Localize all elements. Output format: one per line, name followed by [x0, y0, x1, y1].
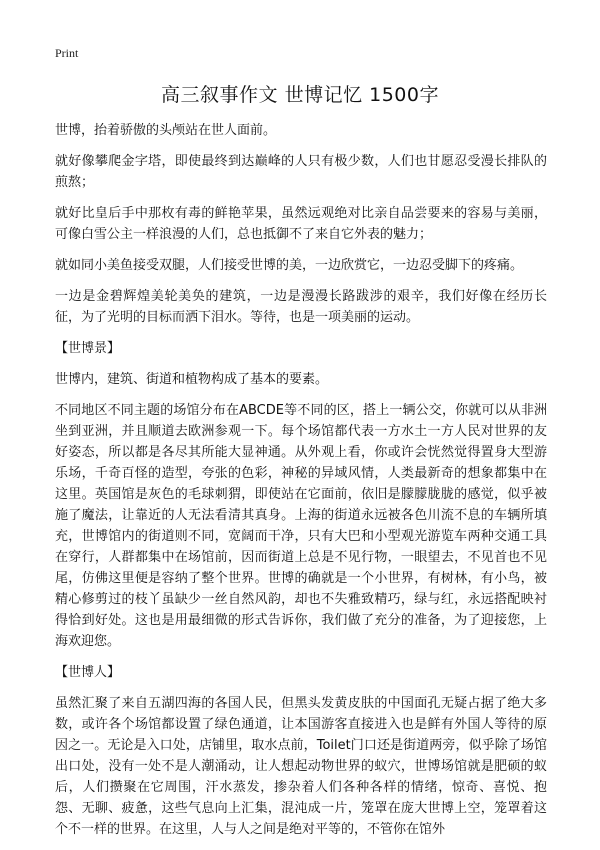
paragraph: 就好像攀爬金字塔，即使最终到达巅峰的人只有极少数，人们也甘愿忍受漫长排队的煎熬； [55, 154, 547, 190]
paragraph: 不同地区不同主题的场馆分布在ABCDE等不同的区，搭上一辆公交，你就可以从非洲坐到亚洲，并且顺道去欧洲参观一下。每个场馆都代表一方水土一方人民对世界的友好姿态，所以都是各尽其所能大显神通。从外观上看，你或许会恍然觉得置身大型游乐场，千奇百怪的造型，夸张的色彩，神秘的异域风情，人类最新奇的想象都集中在这里。英国馆是灰色的毛球刺猬，即使站在它面前，依旧是朦朦胧胧的感觉，似乎被施了魔法，让靠近的人无法看清其真身。上海的街道永远被各色川流不息的车辆所填充，世博馆内的街道则不同，宽阔而干净，只有大巴和小型观光游览车两种交通工具在穿行，人群都集中在场馆前，因而街道上总是不见行物，一眼望去，不见首也不见尾，仿佛这里便是容纳了整个世界。世博的确就是一个小世界，有树林，有小鸟，被精心修剪过的枝丫虽缺少一丝自然风韵，却也不失雅致精巧，绿与红，永远搭配映衬得恰到好处。这也是用最细微的形式告诉你，我们做了充分的准备，为了迎接您，上海欢迎您。 [55, 403, 547, 649]
section-heading: 【世博人】 [55, 665, 121, 680]
article-body [55, 120, 547, 850]
paragraph: 世博，抬着骄傲的头颅站在世人面前。 [55, 123, 277, 138]
print-link[interactable]: Print [55, 46, 79, 60]
paragraph: 世博内，建筑、街道和植物构成了基本的要素。 [55, 372, 329, 387]
paragraph: 一边是金碧辉煌美轮美奂的建筑，一边是漫漫长路跋涉的艰辛，我们好像在经历长征，为了光明的目标而洒下泪水。等待，也是一项美丽的运动。 [55, 289, 547, 325]
document-title: 高三叙事作文 世博记忆 1500字 [161, 84, 439, 106]
section-heading: 【世博景】 [55, 341, 121, 356]
paragraph: 虽然汇聚了来自五湖四海的各国人民，但黑头发黄皮肤的中国面孔无疑占据了绝大多数，或许各个场馆都设置了绿色通道，让本国游客直接进入也是鲜有外国人等待的原因之一。无论是入口处，店铺里，取水点前，Toilet门口还是街道两旁，似乎除了场馆出口处，没有一处不是人潮涌动，让人想起动物世界的蚁穴，世博场馆就是肥硕的蚁后，人们攒聚在它周围，汗水蒸发，掺杂着人们各种各样的情绪，惊奇、喜悦、抱怨、无聊、疲惫，这些气息向上汇集，混沌成一片，笼罩在庞大世博上空，笼罩着这个不一样的世界。在这里，人与人之间是绝对平等的，不管你在馆外 [55, 696, 547, 837]
paragraph: 就好比皇后手中那枚有毒的鲜艳苹果，虽然远观绝对比亲自品尝要来的容易与美丽，可像白雪公主一样浪漫的人们，总也抵御不了来自它外表的魅力； [55, 206, 547, 242]
paragraph: 就如同小美鱼接受双腿，人们接受世博的美，一边欣赏它，一边忍受脚下的疼痛。 [55, 258, 524, 273]
